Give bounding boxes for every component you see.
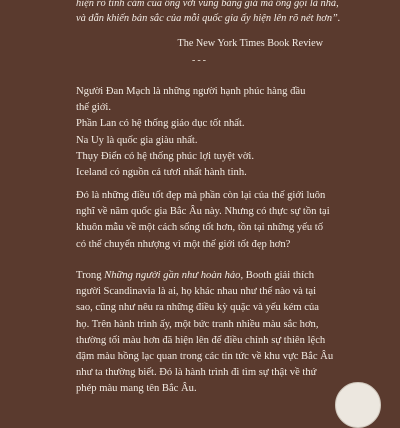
nordic-facts-paragraph xyxy=(76,84,376,181)
text-line: Phần Lan có hệ thống giáo dục tốt nhất. xyxy=(76,118,245,130)
text-line: phép màu mang tên Bắc Âu. xyxy=(76,383,197,395)
quote-source: The New York Times Book Review xyxy=(177,38,323,49)
text-suffix: Booth giải thích xyxy=(243,270,315,281)
text-line: họ. Trên hành trình ấy, một bức tranh nhiều màu sắc hơn, xyxy=(76,318,319,330)
text-line: người Scandinavia là ai, họ khác nhau như thế nào và tại xyxy=(76,286,317,298)
text-line: Đó là những điều tốt đẹp mà phần còn lại của thế giới luôn xyxy=(76,190,326,201)
quote-line: và dẫn khiến bản sắc của mỗi quốc gia ấy hiện lên rõ nét hơn”. xyxy=(76,13,341,24)
quote-line: hiện rõ tình cảm của ông với vùng băng giá mà ông gọi là nhà, xyxy=(76,0,339,9)
text-line: như ta thường biết. Đó là hành trình đi tìm sự thật về thứ xyxy=(76,367,317,379)
text-line: Na Uy là quốc gia giàu nhất. xyxy=(76,134,198,146)
text-line: Người Đan Mạch là những người hạnh phúc hàng đầu xyxy=(76,86,306,97)
text-line: nghĩ về năm quốc gia Bắc Âu này. Nhưng có thực sự tồn tại xyxy=(76,206,330,218)
review-quote xyxy=(76,0,376,26)
section-separator: --- xyxy=(192,55,208,66)
text-line: Iceland có nguồn cá tươi nhất hành tinh. xyxy=(76,167,247,179)
text-line: Thụy Điển có hệ thống phúc lợi tuyệt vời. xyxy=(76,150,255,162)
text-line: khuôn mẫu về một cách sống tốt hơn, tồn tại những yếu tố xyxy=(76,222,324,234)
text-line: sao, cũng như nêu ra những điều kỳ quặc và yếu kém của xyxy=(76,302,319,314)
book-title: Những người gần như hoàn hảo, xyxy=(104,270,244,281)
question-paragraph xyxy=(76,188,376,253)
text-prefix: Trong xyxy=(76,270,105,281)
text-line: có thể chuyển nhượng vì một thế giới tốt đẹp hơn? xyxy=(76,238,291,250)
publisher-logo-badge xyxy=(335,382,381,428)
text-line: đậm màu hồng lạc quan trong các tin tức về khu vực Bắc Âu xyxy=(76,351,334,363)
text-line: thế giới. xyxy=(76,102,112,114)
text-line xyxy=(76,268,376,284)
text-line: thường tối màu hơn đã hiện lên để điều chỉnh sự thiên lệch xyxy=(76,334,326,346)
book-summary-paragraph xyxy=(76,268,376,398)
